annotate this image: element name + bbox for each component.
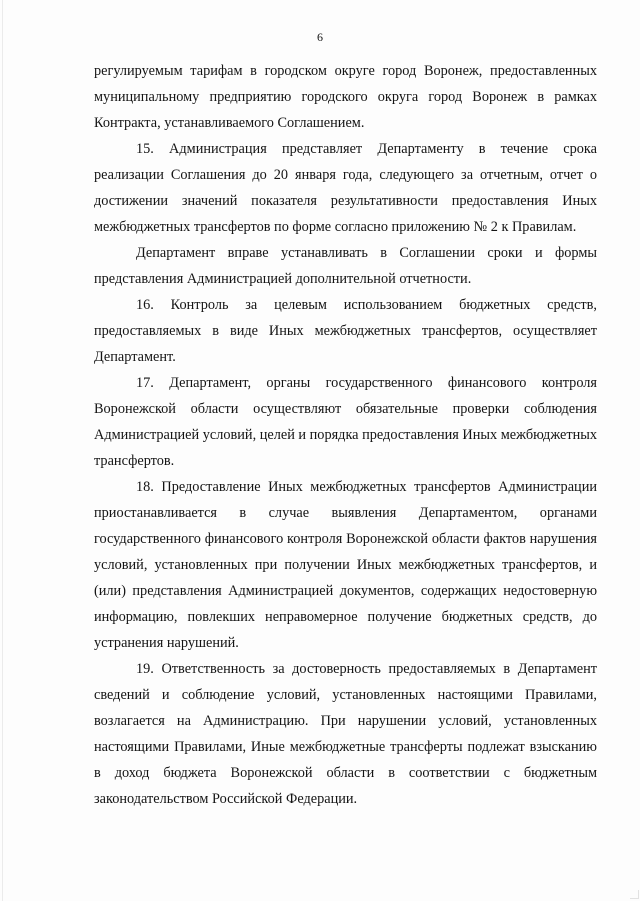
paragraph-16: 16. Контроль за целевым использованием бюджетных средств, предоставляемых в виде Иных межбюджетных трансфертов, осуществляет Департамент.	[94, 297, 597, 365]
paragraph-17: 17. Департамент, органы государственного финансового контроля Воронежской области осуществляют обязательные проверки соблюдения Администрацией условий, целей и порядка предоставления Иных межбюджетных трансфертов.	[94, 375, 598, 469]
page-number: 6	[317, 30, 323, 44]
paragraph-15-additional-reporting: Департамент вправе устанавливать в Соглашении сроки и формы представления Администрацией дополнительной отчетности.	[94, 245, 597, 287]
paragraph-18: 18. Предоставление Иных межбюджетных трансфертов Администрации приостанавливается в случае выявления Департаментом, органами государственного финансового контроля Воронежской области фактов нарушения условий, установленных при получении Иных межбюджетных трансфертов, и (или) представления Администрацией документов, содержащих недостоверную информацию, повлекших неправомерное получение бюджетных средств, до устранения нарушений.	[94, 479, 597, 651]
scan-corner-mark	[630, 890, 639, 899]
scan-edge-shadow	[2, 0, 3, 901]
document-body	[94, 58, 597, 812]
paragraph-continued: регулируемым тарифам в городском округе город Воронеж, предоставленных муниципальному предприятию городского округа город Воронеж в рамках Контракта, устанавливаемого Соглашением.	[94, 63, 597, 131]
paragraph-15: 15. Администрация представляет Департаменту в течение срока реализации Соглашения до 20 января года, следующего за отчетным, отчет о достижении значений показателя результативности предоставления Иных межбюджетных трансфертов по форме согласно приложению № 2 к Правилам.	[94, 141, 597, 235]
paragraph-19: 19. Ответственность за достоверность предоставляемых в Департамент сведений и соблюдение условий, установленных настоящими Правилами, возлагается на Администрацию. При нарушении условий, установленных настоящими Правилами, Иные межбюджетные трансферты подлежат взысканию в доход бюджета Воронежской области в соответствии с бюджетным законодательством Российской Федерации.	[94, 661, 597, 807]
